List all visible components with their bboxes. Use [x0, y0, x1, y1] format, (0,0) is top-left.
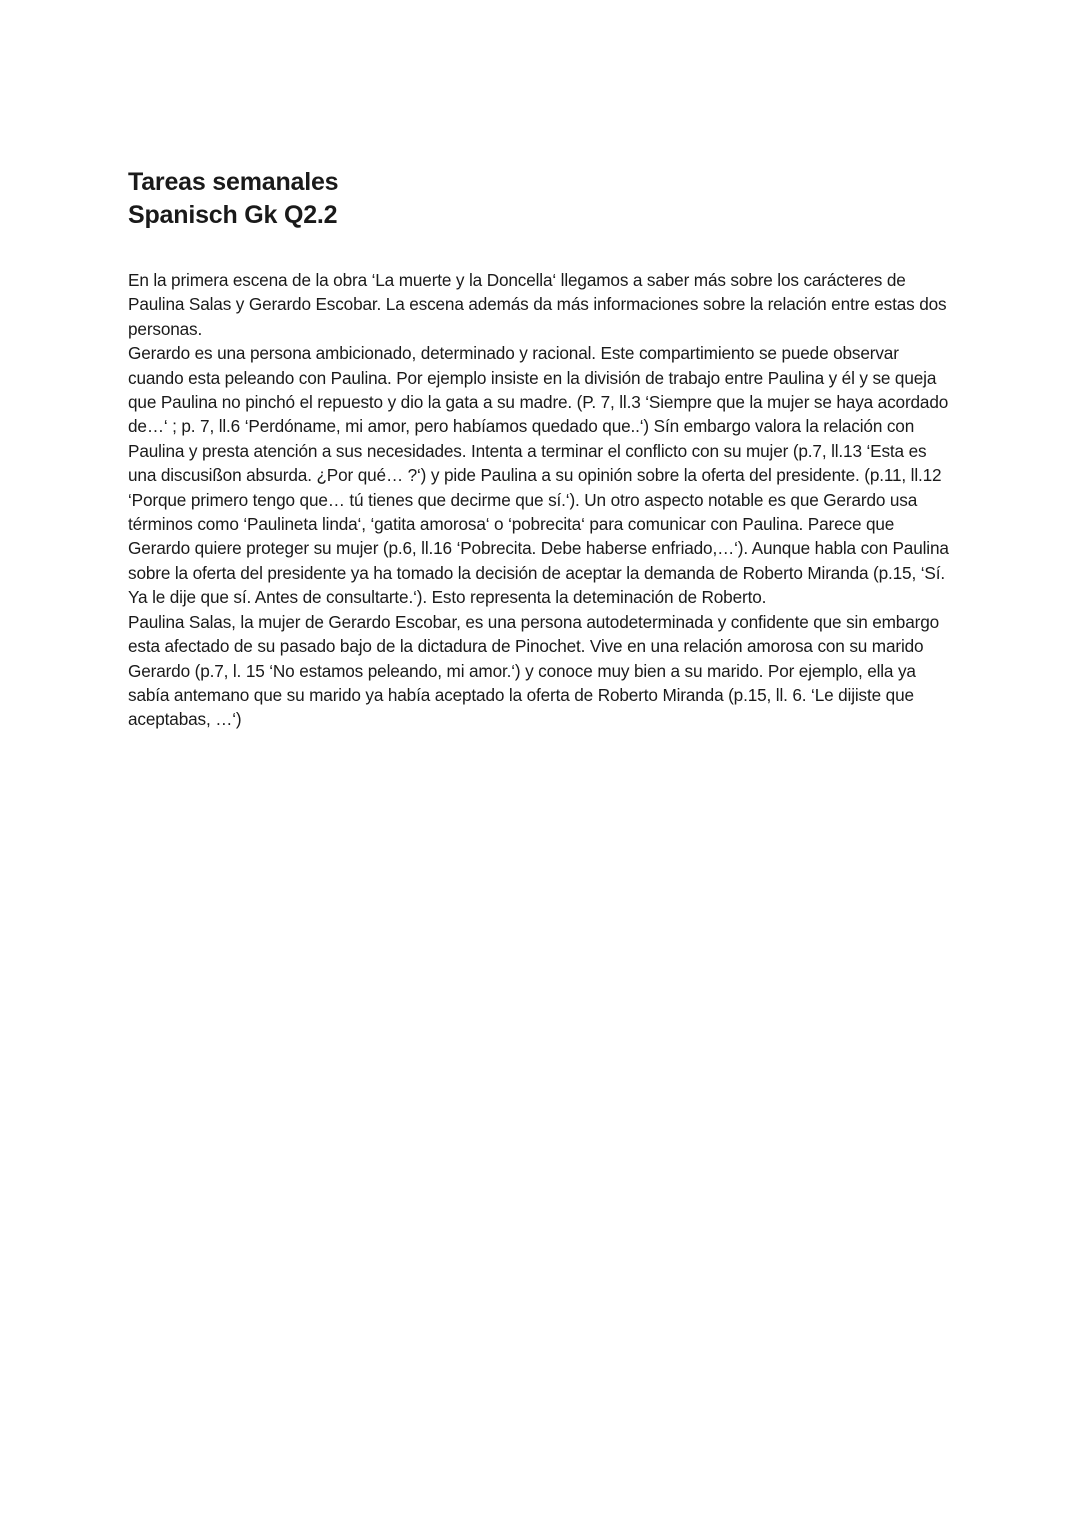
document-title	[128, 166, 958, 232]
title-line-1: Tareas semanales	[128, 168, 339, 196]
document-content	[128, 166, 958, 732]
paragraph-introduction: En la primera escena de la obra ‘La muerte y la Doncella‘ llegamos a saber más sobre los carácteres de Paulina Salas y Gerardo Escobar. La escena además da más informaciones sobre la relación entre estas dos personas.	[128, 270, 947, 339]
paragraph-paulina: Paulina Salas, la mujer de Gerardo Escobar, es una persona autodeterminada y confidente que sin embargo esta afectado de su pasado bajo de la dictadura de Pinochet. Vive en una relación amorosa con su marido Gerardo (p.7, l. 15 ‘No estamos peleando, mi amor.‘) y conoce muy bien a su marido. Por ejemplo, ella ya sabía antemano que su marido ya había aceptado la oferta de Roberto Miranda (p.15, ll. 6. ‘Le dijiste que aceptabas, …‘)	[128, 611, 940, 730]
title-line-2: Spanisch Gk Q2.2	[128, 201, 338, 229]
document-body	[128, 268, 958, 732]
paragraph-gerardo: Gerardo es una persona ambicionado, determinado y racional. Este compartimiento se puede observar cuando esta peleando con Paulina. Por ejemplo insiste en la división de trabajo entre Paulina y él y se queja que Paulina no pinchó el repuesto y dio la gata a su madre. (P. 7, ll.3 ‘Siempre que la mujer se haya acordado de…‘ ; p. 7, ll.6 ‘Perdóname, mi amor, pero habíamos quedado que..‘) Sín embargo valora la relación con Paulina y presta atención a sus necesidades. Intenta a terminar el conflicto con su mujer (p.7, ll.13 ‘Esta es una discusißon absurda. ¿Por qué… ?‘) y pide Paulina a su opinión sobre la oferta del presidente. (p.11, ll.12 ‘Porque primero tengo que… tú tienes que decirme que sí.‘). Un otro aspecto notable es que Gerardo usa términos como ‘Paulineta linda‘, ‘gatita amorosa‘ o ‘pobrecita‘ para comunicar con Paulina. Parece que Gerardo quiere proteger su mujer (p.6, ll.16 ‘Pobrecita. Debe haberse enfriado,…‘). Aunque habla con Paulina sobre la oferta del presidente ya ha tomado la decisión de aceptar la demanda de Roberto Miranda (p.15, ‘Sí. Ya le dije que sí. Antes de consultarte.‘). Esto representa la deteminación de Roberto.	[128, 343, 949, 608]
